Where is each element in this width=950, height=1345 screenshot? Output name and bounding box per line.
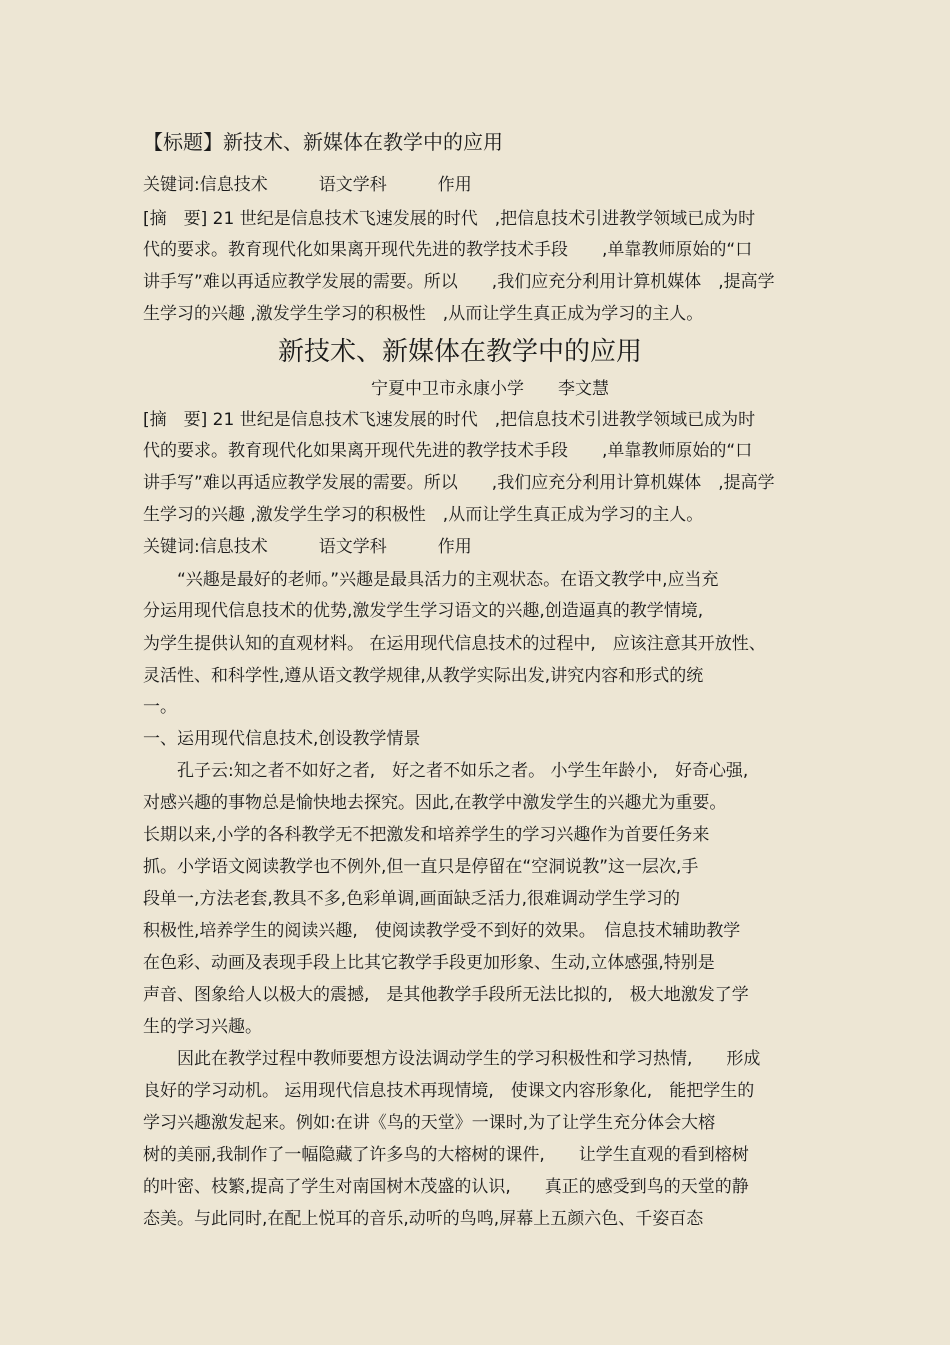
header-abstract-line: 代的要求。教育现代化如果离开现代先进的教学技术手段 ,单靠教师原始的“口	[143, 240, 753, 260]
header-keywords: 关键词:信息技术 语文学科 作用	[143, 175, 472, 195]
body-line: 一。	[143, 697, 177, 717]
body-line: 声音、图象给人以极大的震撼, 是其他教学手段所无法比拟的, 极大地激发了学	[143, 985, 749, 1005]
body-line: 孔子云:知之者不如好之者, 好之者不如乐之者。 小学生年龄小, 好奇心强,	[143, 761, 749, 781]
section-heading: 一、运用现代信息技术,创设教学情景	[143, 729, 421, 749]
header-abstract-line: 讲手写”难以再适应教学发展的需要。所以 ,我们应充分利用计算机媒体 ,提高学	[143, 272, 775, 292]
body-line: 的叶密、枝繁,提高了学生对南国树木茂盛的认识, 真正的感受到鸟的天堂的静	[143, 1177, 749, 1197]
body-line: 段单一,方法老套,教具不多,色彩单调,画面缺乏活力,很难调动学生学习的	[143, 889, 681, 909]
body-line: 分运用现代信息技术的优势,激发学生学习语文的兴趣,创造逼真的教学情境,	[143, 601, 704, 621]
body-line: “兴趣是最好的老师。”兴趣是最具活力的主观状态。在语文教学中,应当充	[143, 570, 719, 590]
article-abstract-line: 讲手写”难以再适应教学发展的需要。所以 ,我们应充分利用计算机媒体 ,提高学	[143, 473, 775, 493]
body-line: 长期以来,小学的各科教学无不把激发和培养学生的学习兴趣作为首要任务来	[143, 825, 710, 845]
header-abstract-line: [摘 要] 21 世纪是信息技术飞速发展的时代 ,把信息技术引进教学领域已成为时	[143, 209, 756, 229]
header-abstract-line: 生学习的兴趣 ,激发学生学习的积极性 ,从而让学生真正成为学习的主人。	[143, 304, 704, 324]
body-line: 因此在教学过程中教师要想方设法调动学生的学习积极性和学习热情, 形成	[143, 1049, 761, 1069]
body-line: 学习兴趣激发起来。例如:在讲《鸟的天堂》一课时,为了让学生充分体会大榕	[143, 1113, 716, 1133]
body-line: 对感兴趣的事物总是愉快地去探究。因此,在教学中激发学生的兴趣尤为重要。	[143, 793, 727, 813]
body-line: 积极性,培养学生的阅读兴趣, 使阅读教学受不到好的效果。 信息技术辅助教学	[143, 921, 741, 941]
article-abstract-line: 代的要求。教育现代化如果离开现代先进的教学技术手段 ,单靠教师原始的“口	[143, 441, 753, 461]
article-keywords: 关键词:信息技术 语文学科 作用	[143, 537, 472, 557]
body-line: 树的美丽,我制作了一幅隐藏了许多鸟的大榕树的课件, 让学生直观的看到榕树	[143, 1145, 749, 1165]
body-line: 抓。小学语文阅读教学也不例外,但一直只是停留在“空洞说教”这一层次,手	[143, 857, 699, 877]
body-line: 态美。与此同时,在配上悦耳的音乐,动听的鸟鸣,屏幕上五颜六色、千姿百态	[143, 1209, 704, 1229]
article-abstract-line: [摘 要] 21 世纪是信息技术飞速发展的时代 ,把信息技术引进教学领域已成为时	[143, 410, 756, 430]
article-title: 新技术、新媒体在教学中的应用	[277, 337, 642, 367]
article-author: 宁夏中卫市永康小学 李文慧	[371, 379, 609, 399]
body-line: 在色彩、动画及表现手段上比其它教学手段更加形象、生动,立体感强,特别是	[143, 953, 715, 973]
body-line: 灵活性、和科学性,遵从语文教学规律,从教学实际出发,讲究内容和形式的统	[143, 666, 704, 686]
bracket-title: 【标题】新技术、新媒体在教学中的应用	[143, 130, 503, 154]
body-line: 良好的学习动机。 运用现代信息技术再现情境, 使课文内容形象化, 能把学生的	[143, 1081, 755, 1101]
article-abstract-line: 生学习的兴趣 ,激发学生学习的积极性 ,从而让学生真正成为学习的主人。	[143, 505, 704, 525]
body-line: 为学生提供认知的直观材料。 在运用现代信息技术的过程中, 应该注意其开放性、	[143, 634, 766, 654]
body-line: 生的学习兴趣。	[143, 1017, 262, 1037]
